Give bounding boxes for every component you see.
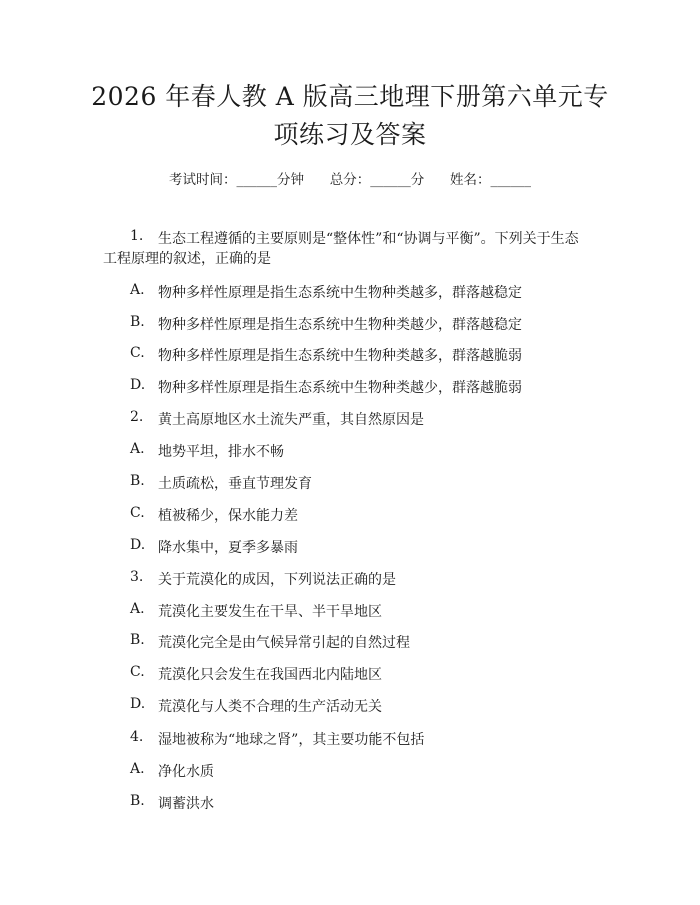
option-label: B. (130, 793, 145, 809)
option-label: D. (130, 537, 146, 553)
question-number: 3. (130, 569, 144, 585)
question-text: 关于荒漠化的成因，下列说法正确的是 (158, 572, 396, 588)
option-text: 地势平坦，排水不畅 (158, 444, 284, 460)
option-text: 荒漠化只会发生在我国西北内陆地区 (158, 667, 382, 683)
question-text: 黄土高原地区水土流失严重，其自然原因是 (158, 412, 424, 428)
option-label: A. (130, 282, 145, 298)
option-label: C. (130, 345, 145, 361)
option-label: A. (130, 441, 145, 457)
option-label: B. (130, 632, 145, 648)
option-text: 植被稀少，保水能力差 (158, 508, 298, 524)
option-text: 调蓄洪水 (158, 796, 214, 812)
question-number: 4. (130, 729, 144, 745)
option-label: A. (130, 601, 145, 617)
option-label: D. (130, 377, 146, 393)
title-line-2: 项练习及答案 (273, 120, 427, 149)
option-text: 荒漠化完全是由气候异常引起的自然过程 (158, 635, 410, 651)
option-text: 物种多样性原理是指生态系统中生物种类越多，群落越稳定 (158, 285, 522, 301)
question-text: 生态工程遵循的主要原则是“整体性”和“协调与平衡”。下列关于生态 (158, 231, 579, 247)
question-text: 湿地被称为“地球之肾”，其主要功能不包括 (158, 732, 425, 748)
option-text: 降水集中，夏季多暴雨 (158, 540, 298, 556)
option-text: 物种多样性原理是指生态系统中生物种类越少，群落越脆弱 (158, 380, 522, 396)
option-text: 物种多样性原理是指生态系统中生物种类越多，群落越脆弱 (158, 348, 522, 364)
option-text: 土质疏松，垂直节理发育 (158, 476, 312, 492)
exam-info-line: 考试时间：______分钟 总分：______分 姓名：______ (169, 172, 531, 188)
option-label: A. (130, 761, 145, 777)
question-number: 1. (130, 228, 144, 244)
question-number: 2. (130, 409, 144, 425)
document-title (60, 78, 640, 154)
option-text: 荒漠化主要发生在干旱、半干旱地区 (158, 604, 382, 620)
option-label: C. (130, 664, 145, 680)
option-label: B. (130, 473, 145, 489)
question-text-continued: 工程原理的叙述，正确的是 (103, 251, 271, 267)
option-text: 净化水质 (158, 764, 214, 780)
title-line-1: 2026 年春人教 A 版高三地理下册第六单元专 (91, 82, 609, 111)
option-label: B. (130, 314, 145, 330)
option-label: C. (130, 505, 145, 521)
option-text: 荒漠化与人类不合理的生产活动无关 (158, 699, 382, 715)
option-label: D. (130, 696, 146, 712)
option-text: 物种多样性原理是指生态系统中生物种类越少，群落越稳定 (158, 317, 522, 333)
